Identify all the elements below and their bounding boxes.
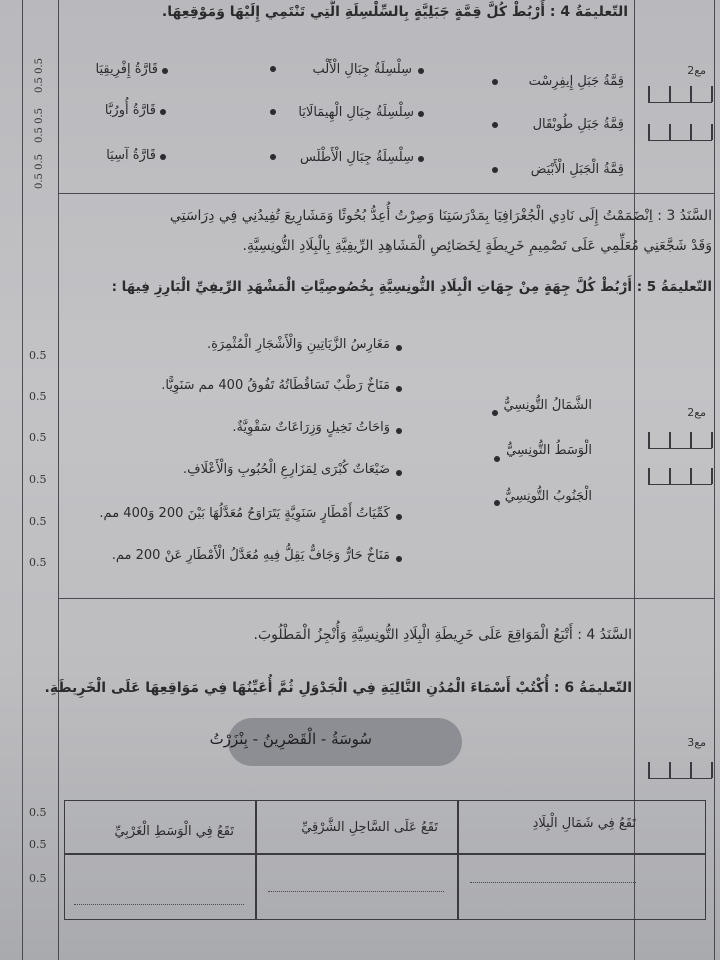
score-label: 0.5 xyxy=(29,390,47,403)
criterion-mark-2: مع2 xyxy=(687,406,706,419)
table-header-west-center: تَقَعُ فِي الْوَسَطِ الْغَرْبِيِّ xyxy=(114,824,234,839)
peak-mont-blanc: قِمَّةُ الْجَبَلِ الْأَبْيَض xyxy=(530,162,624,177)
score-ticks-4 xyxy=(648,466,712,485)
section-divider-1 xyxy=(58,193,634,194)
bullet xyxy=(162,68,168,74)
criterion-mark-3: مع3 xyxy=(687,736,706,749)
bullet xyxy=(396,470,402,476)
section-divider-4 xyxy=(634,598,714,599)
bullet xyxy=(270,66,276,72)
bullet xyxy=(492,410,498,416)
bullet xyxy=(160,109,166,115)
region-south: الْجَنُوبُ التُّونِسِيُّ xyxy=(504,489,592,504)
score-label: 0.5 xyxy=(29,349,47,362)
score-label: 0.5 0.5 xyxy=(34,154,45,189)
score-label: 0.5 xyxy=(29,515,47,528)
score-label: 0.5 xyxy=(29,872,47,885)
instruction-4-title: التّعليمَةُ 4 : أَرْبُطْ كُلَّ قِمَّةٍ جَبَلِيَّةٍ بِالسِّلْسِلَةِ الَّتِي تَنْتَمِي إِلَيْهَا وَمَوْقِعِهَا. xyxy=(161,4,628,20)
range-atlas: سِلْسِلَةُ جِبَالِ الْأَطْلَس xyxy=(300,150,414,165)
feature-3: وَاحَاتُ نَخِيلٍ وَزِرَاعَاتٌ سَقْوِيَّةٌ. xyxy=(232,420,390,435)
bullet xyxy=(494,456,500,462)
sanad-4: السَّنَدُ 4 : أَتْبَعُ الْمَوَاقِعَ عَلَى خَرِيطَةِ الْبِلَادِ التُّونِسِيَّةِ وَأُنْجِزُ الْمَطْلُوبَ. xyxy=(253,627,632,643)
section-divider-3 xyxy=(58,598,634,599)
feature-4: ضَيْعَاتٌ كُبْرَى لِمَزَارِعِ الْحُبُوبِ وَالْأَعْلَافِ. xyxy=(183,462,390,477)
answer-line-north[interactable] xyxy=(470,882,636,883)
score-ticks-3 xyxy=(648,430,712,449)
sanad-3-line-1: السَّنَدُ 3 : اِنْضَمَمْتُ إِلَى نَادِي الْجُغْرَافِيَا بِمَدْرَسَتِنَا وَصِرْتُ أُعِدُّ بُحُوثًا وَمَشَارِيعَ تُفِيدُنِي فِي دِرَاسَتِي xyxy=(169,208,712,224)
sanad-3-line-2: وَقَدْ شَجَّعَنِي مُعَلِّمِي عَلَى تَصْمِيمِ خَرِيطَةٍ لِخَصَائِصِ الْمَشَاهِدِ الرِّيفِيَّةِ بِالْبِلَادِ التُّونِسِيَّةِ. xyxy=(242,238,712,254)
bullet xyxy=(396,386,402,392)
score-ticks-1 xyxy=(648,84,712,103)
region-center: الْوَسَطُ التُّونِسِيُّ xyxy=(506,443,592,458)
continent-europe: قَارَّةُ أُورُبَّا xyxy=(104,103,156,118)
feature-6: مَنَاخٌ حَارٌّ وَجَافٌّ يَقِلُّ فِيهِ مُعَدَّلُ الْأَمْطَارِ عَنْ 200 مم. xyxy=(111,548,390,563)
region-north: الشَّمَالُ التُّونِسِيُّ xyxy=(503,398,592,413)
continent-asia: قَارَّةُ آسِيَا xyxy=(106,148,156,163)
score-label: 0.5 0.5 xyxy=(34,108,45,143)
feature-2: مَنَاخٌ رَطْبٌ تَسَاقُطَاتُهُ تَفُوقُ 400 مم سَنَوِيًّا. xyxy=(161,378,390,393)
score-label: 0.5 xyxy=(29,431,47,444)
table-header-east-coast: تَقَعُ عَلَى السَّاحِلِ الشَّرْقِيِّ xyxy=(301,820,438,835)
bullet xyxy=(492,79,498,85)
bullet xyxy=(396,514,402,520)
score-label: 0.5 xyxy=(29,838,47,851)
range-alps: سِلْسِلَةُ جِبَالِ الْأَلْب xyxy=(312,62,412,77)
bullet xyxy=(418,68,424,74)
bullet xyxy=(492,122,498,128)
section-divider-2 xyxy=(634,193,714,194)
criterion-mark-1: مع2 xyxy=(687,64,706,77)
score-label: 0.5 xyxy=(29,473,47,486)
range-himalaya: سِلْسِلَةُ جِبَالِ الْهِيمَالَايَا xyxy=(298,105,414,120)
bullet xyxy=(396,556,402,562)
bullet xyxy=(396,428,402,434)
bullet xyxy=(396,345,402,351)
answer-line-west[interactable] xyxy=(74,904,244,905)
answer-line-east[interactable] xyxy=(268,891,444,892)
table-header-north: تَقَعُ فِي شَمَالِ الْبِلَادِ xyxy=(532,816,636,831)
bullet xyxy=(494,500,500,506)
score-ticks-2 xyxy=(648,122,712,141)
peak-toubkal: قِمَّةُ جَبَلِ طُوبْقَال xyxy=(532,117,624,132)
feature-5: كَمِّيَاتُ أَمْطَارٍ سَنَوِيَّةٍ يَتَرَاوَحُ مُعَدَّلُهَا بَيْنَ 200 وَ400 مم. xyxy=(99,506,390,521)
score-label: 0.5 xyxy=(29,556,47,569)
peak-everest: قِمَّةُ جَبَلِ إِيفِرِسْت xyxy=(528,74,624,89)
instruction-5-title: التّعليمَةُ 5 : أَرْبُطْ كُلَّ جِهَةٍ مِنْ جِهَاتِ الْبِلَادِ التُّونِسِيَّةِ بِخُصُوصِيَّاتِ الْمَشْهَدِ الرِّيفِيِّ الْبَارِزِ فِيهَا : xyxy=(111,279,712,295)
score-label: 0.5 xyxy=(29,806,47,819)
score-ticks-5 xyxy=(648,760,712,779)
bullet xyxy=(418,111,424,117)
bullet xyxy=(492,167,498,173)
bullet xyxy=(160,154,166,160)
left-score-line xyxy=(58,0,59,960)
right-edge-line xyxy=(714,0,715,960)
continent-africa: قَارَّةُ إِفْرِيقِيَا xyxy=(95,62,158,77)
bullet xyxy=(270,154,276,160)
bullet xyxy=(270,109,276,115)
city-list: سُوسَةُ - الْقَصْرِينُ - بِنْزَرْتُ xyxy=(209,730,372,748)
bullet xyxy=(418,156,424,162)
instruction-6-title: التّعليمَةُ 6 : أُكْتُبْ أَسْمَاءَ الْمُدُنِ التَّالِيَةِ فِي الْجَدْوَلِ ثُمَّ أُعَيِّنُهَا فِي مَوَاقِعِهَا عَلَى الْخَرِيطَةِ. xyxy=(44,680,632,696)
feature-1: مَغَارِسُ الزَّيَاتِينِ وَالْأَشْجَارِ الْمُثْمِرَةِ. xyxy=(207,337,390,352)
score-label: 0.5 0.5 xyxy=(34,58,45,93)
left-margin-line xyxy=(22,0,23,960)
